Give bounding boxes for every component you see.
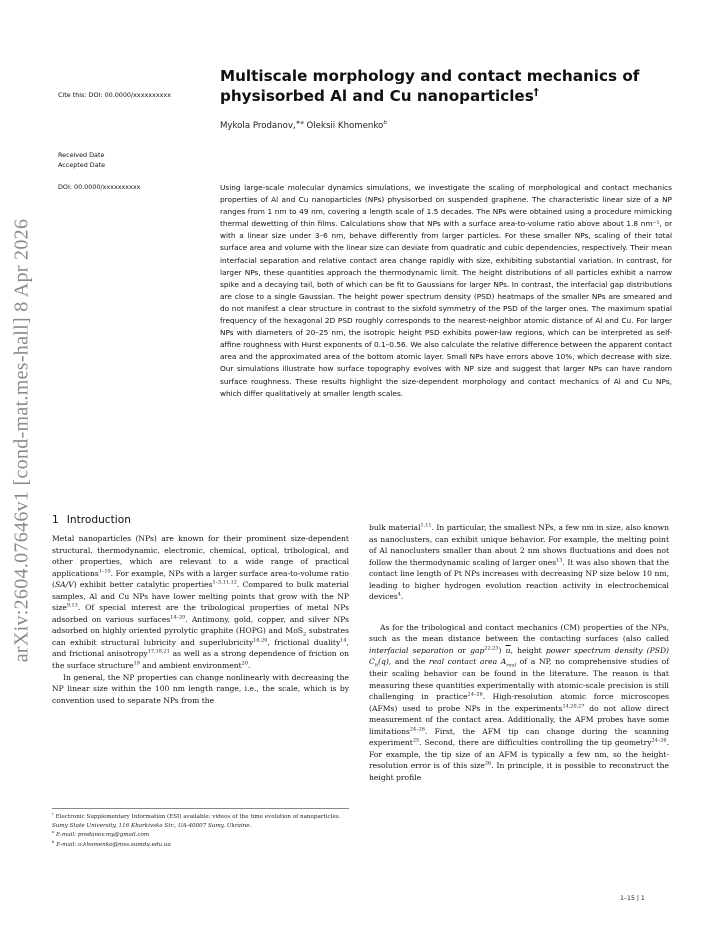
citation: 14–20 [170, 614, 186, 621]
section-number: 1 [52, 514, 59, 526]
right-column [369, 522, 669, 783]
citation: 16,20 [253, 637, 268, 644]
body-paragraph: As for the tribological and contact mechanics (CM) properties of the NPs, such as the mean distance between the contacting surfaces (also called interfacial separation or gap$^{22,23}$) $\overline{u}$, height power spectrum density (PSD) $C_h(q)$, and the real contact area $A_{real}$ of a NP, no comprehensive studies of their scaling behavior can be found in the literature. The reason is that measuring these quantities experimentally with atomic-scale precision is still challenging in practice$^{24-26}$. High-resolution atomic force microscopes (AFMs) used to probe NPs in the experiments$^{14,20,27}$ do not allow direct measurement of the contact area. Additionally, the AFM probes have some limitations$^{24-26}$. First, the AFM tip can change during the scanning experiment$^{25}$. Second, there are difficulties controlling the tip geometry$^{24-26}$. For example, the tip size of an AFM is typically a few nm, so the height-resolution error is of this size$^{26}$. In principle, it is possible to reconstruct the height profile [369, 622, 670, 782]
citation: 14,20,27 [562, 703, 585, 710]
accepted-date: Accepted Date [58, 161, 106, 169]
citation: 14 [340, 637, 347, 644]
citation: 25 [412, 737, 420, 744]
title-dagger: † [533, 86, 539, 98]
body-paragraph: Metal nanoparticles (NPs) are known for their prominent size-dependent structural, thermodynamic, electronic, chemical, optical, tribological, and other properties, which are relevant to a wide range of practical applications$^{1-10}$. For example, NPs with a larger surface area-to-volume ratio (SA/V) exhibit better catalytic properties$^{1-3,11,12}$. Compared to bulk material samples, Al and Cu NPs have lower melting points that grow with the NP size$^{9,13}$. Of special interest are the tribological properties of metal NPs adsorbed on various surfaces$^{14-20}$. Antimony, gold, copper, and silver NPs adsorbed on highly oriented pyrolytic graphite (HOPG) and MoS$_2$ substrates can exhibit structural lubricity and superlubricity$^{16,20}$, frictional duality$^{14}$, and frictional anisotropy$^{17,18,21}$ as well as a strong dependence of friction on the surface structure$^{19}$ and ambient environment$^{20}$. [52, 534, 349, 671]
citation: 26 [484, 760, 492, 767]
citation: 24–26 [467, 691, 483, 698]
section-title: Introduction [66, 514, 131, 526]
author-name: Oleksii Khomenko [303, 121, 384, 131]
email-footnote-a: $^a$ E-mail: prodanov.my@gmail.com [52, 830, 150, 839]
author-list [220, 121, 387, 131]
page-number: 1–15 | 1 [620, 895, 645, 902]
body-paragraph: bulk material$^{1,11}$. In particular, the smallest NPs, a few nm in size, also known as nanoclusters, can exhibit unique behavior. For example, the melting point of Al nanoclusters smaller than about 2 nm shows fluctuations and does not follow the thermodynamic scaling of larger ones$^{13}$. It was also shown that the contact line length of Pt NPs increases with decreasing NP size below 10 nm, leading to higher hydrogen evolution reaction activity in electrochemical devices$^4$. [369, 522, 670, 602]
area-symbol: A [500, 657, 507, 667]
author-affiliation-mark: ∗a [295, 120, 304, 127]
paper-title-text: Multiscale morphology and contact mechanics of physisorbed Al and Cu nanoparticles [220, 67, 640, 105]
section-heading [52, 514, 131, 526]
citation: 22,23 [484, 645, 499, 652]
arxiv-side-stamp [2, 200, 42, 680]
doi-label: DOI: 00.0000/xxxxxxxxxx [58, 183, 141, 191]
abstract: Using large-scale molecular dynamics simulations, we investigate the scaling of morphological and contact mechanics properties of Al and Cu nanoparticles (NPs) physisorbed on suspended graphene. The characteristic linear size of a NP ranges from 1 nm to 49 nm, covering a length scale of 1.5 decades. The NPs were obtained using a procedure mimicking thermal dewetting of thin films. Calculations show that NPs with a surface area-to-volume ratio above about 1.8 nm⁻¹, or with a linear size under 3–6 nm, behave differently from larger particles. For these smaller NPs, scaling of their total surface area and volume with the linear size can deviate from quadratic and cubic dependencies, respectively. Their mean interfacial separation and relative contact area change rapidly with size, exhibiting substantial variation. In contrast, for larger NPs, these quantities approach the thermodynamic limit. The height distributions of all particles exhibit a narrow spike and a decaying tail, both of which can be fit to Gaussians for larger NPs. In contrast, the interfacial gap distributions are close to a single Gaussian. The height power spectrum density (PSD) heatmaps of the smaller NPs are smeared and do not manifest a clear structure in contrast to the sixfold symmetry of the PSD of the larger ones. The maximum spatial frequency of the hexagonal 2D PSD roughly corresponds to the nearest-neighbor atomic distance of Al and Cu. For larger NPs with diameters of 20–25 nm, the isotropic height PSD exhibits power-law regions, which can be interpreted as self-affine roughness with Hurst exponents of 0.1–0.56. We also calculate the relative difference between the apparent contact area and the approximated area of the bottom atomic layer. Small NPs have errors above 10%, which decrease with size. Our simulations illustrate how surface topography evolves with NP size and suggest that larger NPs can have random surface roughness. These results highlight the size-dependent morphology and contact mechanics of Al and Cu NPs, which differ qualitatively at smaller length scales. [220, 183, 672, 398]
ratio-symbol: SA/V [54, 580, 74, 590]
citation: 17,18,21 [147, 648, 170, 655]
citation: 4 [397, 591, 401, 598]
affiliation-footnote: Sumy State University, 116 Kharkivska Str., UA-40007 Sumy, Ukraine. [52, 823, 252, 830]
citation: 1–10 [98, 568, 111, 575]
citation: 24–26 [651, 737, 667, 744]
citation: 24–26 [409, 726, 425, 733]
arxiv-identifier: arXiv:2604.07646v1 [cond-mat.mes-hall] 8 Apr 2026 [10, 218, 33, 662]
footnote-divider [52, 808, 349, 809]
left-column [52, 533, 349, 706]
citation: 9,13 [66, 602, 78, 609]
body-paragraph: In general, the NP properties can change nonlinearly with decreasing the NP linear size within the 100 nm length range, i.e., the scale, which is by convention used to separate NPs from the [52, 672, 349, 705]
citation: 20 [241, 660, 248, 667]
cite-this-label: Cite this: DOI: 00.0000/xxxxxxxxxx [58, 91, 171, 99]
author-affiliation-mark: b [383, 120, 387, 127]
esi-footnote: † Electronic Supplementary Information (ESI) available: videos of the time evolution of nanoparticles. [52, 812, 341, 820]
psd-symbol: C [369, 657, 375, 667]
received-date: Received Date [58, 151, 105, 159]
citation: 13 [556, 557, 563, 564]
footnotes [52, 813, 352, 850]
author-name: Mykola Prodanov, [220, 121, 296, 131]
gap-symbol: $\overline{u}$ [505, 645, 511, 655]
citation: 1,11 [420, 522, 432, 529]
email-footnote-b: $^b$ E-mail: o.khomenko@mss.sumdu.edu.ua [52, 839, 171, 848]
citation: 1–3,11,12 [212, 579, 237, 586]
citation: 19 [133, 660, 140, 667]
paper-title [220, 66, 680, 106]
